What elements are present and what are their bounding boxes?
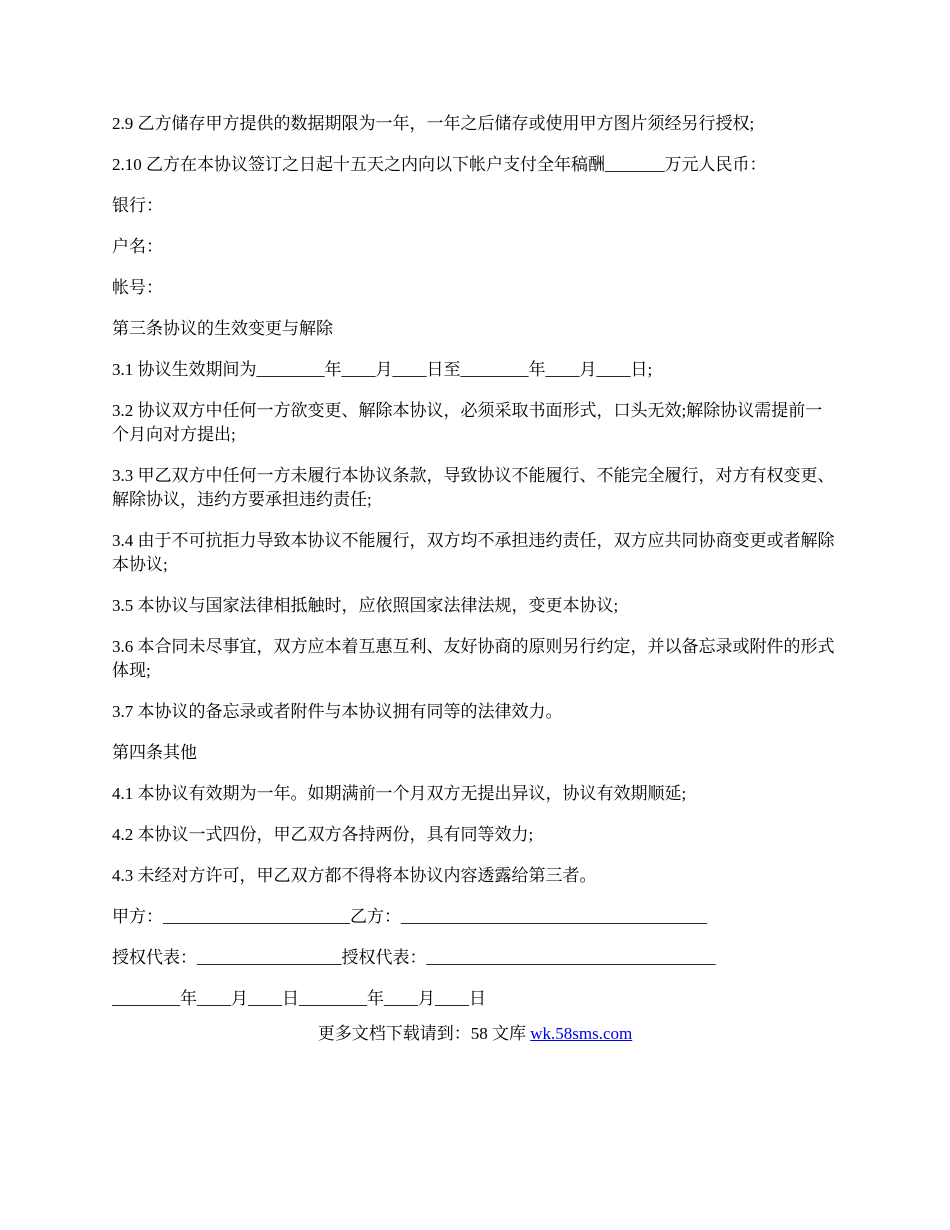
clause-4-2: 4.2 本协议一式四份，甲乙双方各持两份，具有同等效力; <box>112 825 534 844</box>
account-name-field: 户名： <box>112 237 163 256</box>
article-3-heading: 第三条协议的生效变更与解除 <box>112 319 333 338</box>
clause-2-9: 2.9 乙方储存甲方提供的数据期限为一年，一年之后储存或使用甲方图片须经另行授权; <box>112 114 755 133</box>
clause-3-5: 3.5 本协议与国家法律相抵触时，应依照国家法律法规，变更本协议; <box>112 596 619 615</box>
clause-3-6: 3.6 本合同未尽事宜，双方应本着互惠互利、友好协商的原则另行约定，并以备忘录或附件的形式体现; <box>112 637 835 680</box>
account-number-field: 帐号： <box>112 278 163 297</box>
download-footer <box>0 1022 950 1046</box>
footer-text: 更多文档下载请到：58 文库 <box>317 1024 531 1043</box>
clause-3-1: 3.1 协议生效期间为________年____月____日至________年____月____日; <box>112 360 653 379</box>
clause-3-7: 3.7 本协议的备忘录或者附件与本协议拥有同等的法律效力。 <box>112 702 563 721</box>
clause-4-3: 4.3 未经对方许可，甲乙双方都不得将本协议内容透露给第三者。 <box>112 866 597 885</box>
clause-3-3: 3.3 甲乙双方中任何一方未履行本协议条款，导致协议不能履行、不能完全履行，对方有权变更、解除协议，违约方要承担违约责任; <box>112 466 835 509</box>
clause-3-2: 3.2 协议双方中任何一方欲变更、解除本协议，必须采取书面形式，口头无效;解除协议需提前一个月向对方提出; <box>112 401 823 444</box>
document-body <box>112 112 838 1028</box>
signature-parties-line: 甲方：______________________乙方：____________________________________ <box>112 907 707 926</box>
article-4-heading: 第四条其他 <box>112 743 197 762</box>
signature-representatives-line: 授权代表：_________________授权代表：__________________________________ <box>112 948 716 967</box>
footer-link[interactable]: wk.58sms.com <box>530 1024 633 1043</box>
clause-2-10: 2.10 乙方在本协议签订之日起十五天之内向以下帐户支付全年稿酬_______万元人民币： <box>112 155 767 174</box>
clause-4-1: 4.1 本协议有效期为一年。如期满前一个月双方无提出异议，协议有效期顺延; <box>112 784 687 803</box>
bank-field: 银行： <box>112 196 163 215</box>
signature-dates-line: ________年____月____日________年____月____日 <box>112 989 486 1008</box>
clause-3-4: 3.4 由于不可抗拒力导致本协议不能履行，双方均不承担违约责任，双方应共同协商变更或者解除本协议; <box>112 531 835 574</box>
